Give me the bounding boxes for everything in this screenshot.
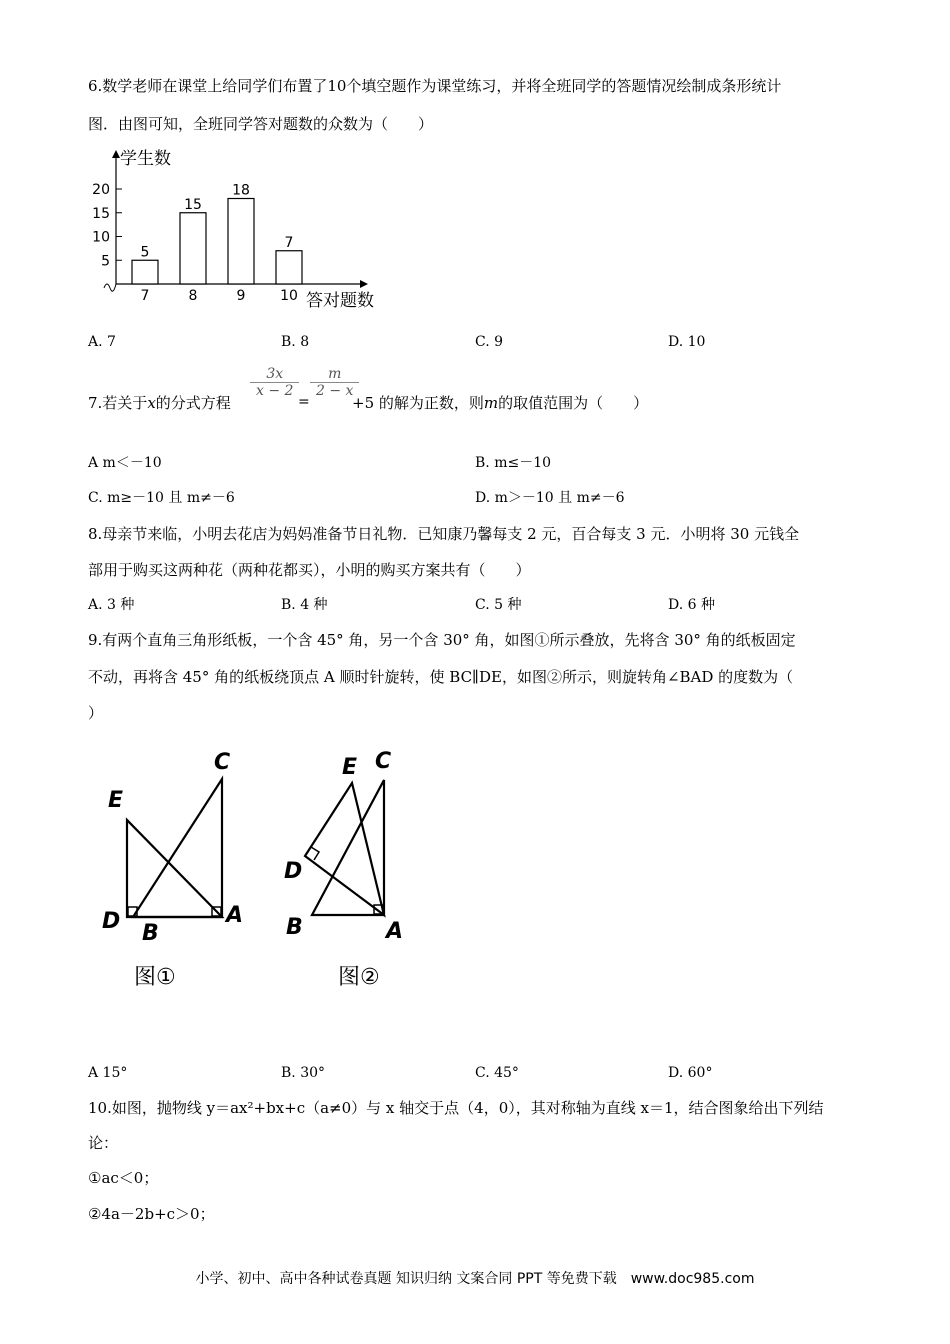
q7-frac2-denominator: 2 − x xyxy=(316,383,354,399)
fig2-label-c: C xyxy=(375,749,392,774)
axis-break-mark xyxy=(104,284,116,291)
bar-value-label: 15 xyxy=(184,196,202,213)
bar xyxy=(276,251,302,284)
bar-value-label: 5 xyxy=(140,244,150,261)
q7-frac1-numerator: 3x xyxy=(250,366,299,383)
q7-option-b: B. m≤－10 xyxy=(475,455,552,471)
q7-var-m: m xyxy=(483,394,499,412)
q7-var-x: x xyxy=(147,394,156,412)
q8-line2: 部用于购买这两种花（两种花都买），小明的购买方案共有（ ） xyxy=(88,561,531,579)
fig1-label-b: B xyxy=(142,921,159,946)
q7-option-d: D. m＞－10 且 m≠－6 xyxy=(475,490,625,506)
fig1-label-c: C xyxy=(214,750,231,775)
q7-mid: 的分式方程 xyxy=(155,394,231,412)
fig2-label-a: A xyxy=(386,919,404,944)
q10-line1: 10.如图，抛物线 y＝ax²+bx+c（a≠0）与 x 轴交于点（4，0），其对称轴为直线 x＝1，结合图象给出下列结 xyxy=(88,1099,824,1117)
fig1-label-e: E xyxy=(108,788,124,813)
q7-option-a: A m＜－10 xyxy=(88,455,162,471)
q7-text-right xyxy=(352,393,648,413)
q6-option-b: B. 8 xyxy=(281,334,310,350)
fig1-caption: 图① xyxy=(134,965,176,990)
q10-item2: ②4a－2b+c＞0； xyxy=(88,1205,215,1223)
q9-option-b: B. 30° xyxy=(281,1065,326,1081)
bar xyxy=(228,199,254,285)
q9-option-d: D. 60° xyxy=(668,1065,713,1081)
q7-suffix-b: 的取值范围为（ ） xyxy=(498,394,649,412)
q7-frac1-denominator: x − 2 xyxy=(256,383,294,399)
q7-suffix-a: +5 的解为正数，则 xyxy=(352,394,484,412)
x-axis-arrow xyxy=(360,280,368,288)
page-footer: 小学、初中、高中各种试卷真题 知识归纳 文案合同 PPT 等免费下载 www.doc985.com xyxy=(195,1271,755,1287)
fig2-right-angle-d xyxy=(311,847,319,860)
q7-fraction-1 xyxy=(250,366,299,399)
q6-line1: 6.数学老师在课堂上给同学们布置了10个填空题作为课堂练习，并将全班同学的答题情况绘制成条形统计 xyxy=(88,77,782,95)
y-axis-arrow xyxy=(112,150,120,158)
q9-option-c: C. 45° xyxy=(475,1065,519,1081)
geometry-figures xyxy=(90,740,430,1000)
q8-option-d: D. 6 种 xyxy=(668,597,715,613)
y-tick-label: 10 xyxy=(92,229,110,246)
bar-value-label: 18 xyxy=(232,182,250,199)
q6-option-d: D. 10 xyxy=(668,334,706,350)
fig2-label-b: B xyxy=(286,915,303,940)
q7-equals: = xyxy=(298,394,310,410)
fig2-label-e: E xyxy=(342,755,358,780)
fig1-triangle-30 xyxy=(133,779,222,917)
y-tick-label: 20 xyxy=(92,182,110,198)
q8-option-c: C. 5 种 xyxy=(475,597,522,613)
q10-item1: ①ac＜0； xyxy=(88,1169,159,1187)
q6-option-c: C. 9 xyxy=(475,334,504,350)
q9-line2: 不动，再将含 45° 角的纸板绕顶点 A 顺时针旋转，使 BC∥DE，如图②所示，则旋转角∠BAD 的度数为（ xyxy=(88,668,794,686)
fig1-label-a: A xyxy=(226,903,244,928)
bar xyxy=(180,213,206,284)
q6-line2: 图．由图可知，全班同学答对题数的众数为（ ） xyxy=(88,115,434,133)
q7-frac2-numerator: m xyxy=(310,366,359,383)
y-tick-label: 5 xyxy=(101,253,110,270)
bar xyxy=(132,260,158,284)
fig2-label-d: D xyxy=(284,859,303,884)
y-axis-title: 学生数 xyxy=(120,149,171,169)
x-tick-label: 9 xyxy=(236,288,246,304)
q9-line3: ） xyxy=(88,704,104,722)
q8-line1: 8.母亲节来临，小明去花店为妈妈准备节日礼物．已知康乃馨每支 2 元，百合每支 3 元．小明将 30 元钱全 xyxy=(88,525,800,543)
q10-line2: 论： xyxy=(88,1134,119,1152)
y-tick-label: 15 xyxy=(92,205,110,222)
q7-text-left xyxy=(88,393,231,413)
bar-value-label: 7 xyxy=(284,234,294,251)
x-tick-label: 7 xyxy=(140,288,150,304)
fig2-caption: 图② xyxy=(338,965,380,990)
q8-option-a: A. 3 种 xyxy=(88,597,135,613)
fig1-label-d: D xyxy=(102,909,121,934)
q6-option-a: A. 7 xyxy=(88,334,116,350)
x-tick-label: 8 xyxy=(188,288,198,304)
q9-option-a: A 15° xyxy=(88,1065,128,1081)
fig2-triangle-30 xyxy=(312,780,384,915)
q7-prefix: 7.若关于 xyxy=(88,394,148,412)
x-axis-title: 答对题数 xyxy=(306,291,374,311)
q7-option-c: C. m≥－10 且 m≠－6 xyxy=(88,490,235,506)
q8-option-b: B. 4 种 xyxy=(281,597,328,613)
bar-chart xyxy=(88,142,388,312)
q9-line1: 9.有两个直角三角形纸板，一个含 45° 角，另一个含 30° 角，如图①所示叠放，先将含 30° 角的纸板固定 xyxy=(88,631,796,649)
x-tick-label: 10 xyxy=(280,288,298,304)
